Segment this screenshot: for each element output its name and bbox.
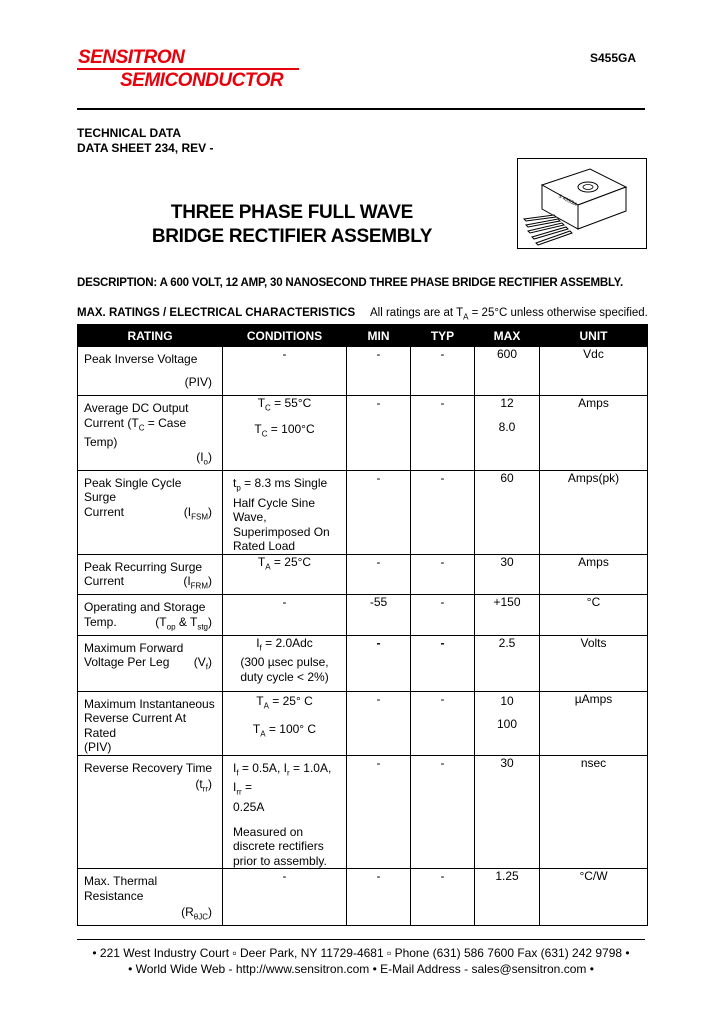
max-value: 100 (496, 717, 518, 732)
max-value: 8.0 (498, 419, 516, 434)
min-cell: - (347, 554, 411, 594)
typ-cell: - (411, 691, 475, 755)
min-cell: - (347, 635, 411, 691)
company-name-line1: SENSITRON (78, 47, 185, 68)
unit-cell: Volts (540, 635, 648, 691)
conditions-cell (223, 396, 347, 471)
rating-symbol: $(V_f)$ (193, 655, 212, 672)
condition-line: Half Cycle Sine (233, 495, 316, 510)
ratings-note-sub: A (463, 312, 469, 322)
max-cell: 2.5 (475, 635, 540, 691)
condition-line: $I_f = 2.0Adc$ (256, 635, 313, 652)
rating-symbol: $(I_{FRM})$ (183, 574, 212, 591)
conditions-cell (223, 691, 347, 755)
typ-cell: - (411, 869, 475, 926)
max-cell: 30 (475, 755, 540, 869)
table-row (78, 755, 648, 869)
technical-data-label: TECHNICAL DATA (77, 126, 181, 140)
unit-cell: µAmps (540, 691, 648, 755)
max-cell: 1.25 (475, 869, 540, 926)
condition-line: Measured on (233, 824, 304, 839)
min-cell: - (347, 470, 411, 554)
rating-name-cont: Current $(I_{FRM})$ (84, 574, 216, 594)
rating-name-cont: Temp. ($T_{op}$ & $T_{stg}$) (84, 615, 216, 635)
conditions-cell: - (223, 595, 347, 635)
rating-name: Reverse Recovery Time (84, 760, 213, 775)
conditions-cell (223, 635, 347, 691)
max-value: 10 (500, 693, 514, 708)
header-typ: TYP (411, 325, 475, 347)
min-cell: - (347, 396, 411, 471)
header-unit: UNIT (540, 325, 648, 347)
condition-line: Rated Load (233, 539, 296, 554)
condition-line: prior to assembly. (233, 853, 327, 868)
min-cell: -55 (347, 595, 411, 635)
typ-cell: - (411, 396, 475, 471)
ratings-note-prefix: All ratings are at T (370, 307, 464, 319)
document-title-line1: THREE PHASE FULL WAVE (170, 202, 414, 223)
table-row (78, 554, 648, 594)
conditions-cell (223, 470, 347, 554)
ratings-note (370, 307, 648, 321)
footer-address: • 221 West Industry Court ▫ Deer Park, NY 11729-4681 ▫ Phone (631) 586 7600 Fax (631) 242 9798 • (92, 946, 630, 960)
rating-symbol: $(R_{\theta JC})$ (181, 905, 212, 922)
header-min: MIN (347, 325, 411, 347)
header-divider (77, 108, 645, 110)
condition-line: $T_A = 25^\circ$ C (256, 693, 313, 710)
conditions-cell: $T_A = 25^\circ C$ (223, 554, 347, 594)
rating-name-cont: Current $(I_{FSM})$ (84, 505, 216, 525)
conditions-cell: - (223, 347, 347, 396)
max-value: 12 (500, 396, 514, 410)
company-name-line2: SEMICONDUCTOR (120, 70, 284, 91)
rating-symbol: $(I_o)$ (196, 449, 212, 467)
ratings-heading: MAX. RATINGS / ELECTRICAL CHARACTERISTICS (77, 307, 356, 319)
unit-cell: Amps (540, 554, 648, 594)
part-number: S455GA (590, 51, 637, 65)
condition-line: $t_p = 8.3$ ms Single (233, 475, 328, 493)
max-cell: 30 (475, 554, 540, 594)
datasheet-revision: DATA SHEET 234, REV - (77, 141, 214, 155)
unit-cell: °C (540, 595, 648, 635)
package-image (517, 158, 647, 249)
max-cell: 600 (475, 347, 540, 396)
rating-name-cont: Current ($T_C$ = Case Temp) (84, 415, 187, 450)
description-text: DESCRIPTION: A 600 VOLT, 12 AMP, 30 NANOSECOND THREE PHASE BRIDGE RECTIFIER ASSEMBLY. (77, 277, 623, 289)
rating-cell (78, 554, 223, 594)
rating-cell (78, 595, 223, 635)
rating-symbol: (PIV) (184, 374, 212, 389)
condition-line: 0.25A (233, 800, 265, 815)
unit-cell: Vdc (540, 347, 648, 396)
rating-symbol: ($T_{op}$ & $T_{stg}$) (155, 614, 212, 632)
rating-name: Peak Recurring Surge (84, 559, 203, 574)
conditions-cell: - (223, 869, 347, 926)
header-max: MAX (475, 325, 540, 347)
table-row (78, 470, 648, 554)
conditions-cell (223, 755, 347, 869)
min-cell: - (347, 869, 411, 926)
table-row (78, 396, 648, 471)
rating-name: Maximum Forward (84, 640, 184, 655)
max-cell (475, 691, 540, 755)
rating-name: Peak Single Cycle Surge (84, 475, 182, 505)
table-row (78, 869, 648, 926)
rating-name: Average DC Output (84, 401, 189, 415)
condition-line: Superimposed On (233, 524, 330, 539)
rating-name: Maximum Instantaneous (84, 696, 215, 711)
package-marking: S 455GA (557, 193, 578, 208)
condition-line: $T_A = 100^\circ$ C (252, 722, 317, 739)
condition-line: $I_f = 0.5A$, $I_r = 1.0A$, $I_{rr}$ = (233, 760, 332, 797)
document-title-line2: BRIDGE RECTIFIER ASSEMBLY (151, 226, 433, 247)
rating-cell (78, 691, 223, 755)
rating-name: Operating and Storage (84, 600, 206, 615)
rating-name-cont: Voltage Per Leg $(V_f)$ (84, 655, 216, 675)
typ-cell: - (411, 470, 475, 554)
condition-line: (300 µsec pulse, (240, 655, 329, 670)
ratings-table (77, 324, 648, 926)
condition-line: $T_C = 55^\circ C$ (257, 396, 312, 413)
rating-cell (78, 869, 223, 926)
table-row (78, 595, 648, 635)
rating-name-cont: (PIV) (84, 740, 112, 755)
typ-cell: - (411, 347, 475, 396)
package-drawing (518, 159, 646, 248)
condition-line: discrete rectifiers (233, 839, 324, 854)
footer-divider (77, 939, 645, 940)
unit-cell: Amps (540, 396, 648, 471)
typ-cell: - (411, 595, 475, 635)
rating-cell (78, 755, 223, 869)
min-cell: - (347, 755, 411, 869)
table-row (78, 347, 648, 396)
rating-name: Max. Thermal Resistance (84, 874, 158, 903)
condition-line: Wave, (233, 510, 267, 525)
header-conditions: CONDITIONS (223, 325, 347, 347)
min-cell: - (347, 691, 411, 755)
rating-cell (78, 635, 223, 691)
footer-contact: • World Wide Web - http://www.sensitron.com • E-Mail Address - sales@sensitron.com • (128, 962, 594, 976)
ratings-note-suffix: = 25°C unless otherwise specified. (468, 307, 648, 319)
min-cell: - (347, 347, 411, 396)
max-cell: 60 (475, 470, 540, 554)
condition-line: duty cycle < 2%) (240, 669, 329, 684)
unit-cell: °C/W (540, 869, 648, 926)
rating-cell (78, 470, 223, 554)
typ-cell: - (411, 554, 475, 594)
rating-name-cont: Reverse Current At Rated (84, 711, 187, 740)
unit-cell: Amps(pk) (540, 470, 648, 554)
max-cell (475, 396, 540, 471)
rating-cell (78, 396, 223, 471)
table-header-row (78, 325, 648, 347)
unit-cell: nsec (540, 755, 648, 869)
typ-cell: - (411, 755, 475, 869)
condition-line: $T_C = 100^\circ C$ (254, 421, 315, 439)
rating-cell (78, 347, 223, 396)
rating-name: Peak Inverse Voltage (84, 352, 198, 366)
table-row (78, 691, 648, 755)
rating-symbol: $(t_{rr})$ (195, 777, 212, 794)
header-rating: RATING (78, 325, 223, 347)
table-row (78, 635, 648, 691)
rating-symbol: $(I_{FSM})$ (183, 504, 212, 522)
typ-cell: - (411, 635, 475, 691)
max-cell: +150 (475, 595, 540, 635)
